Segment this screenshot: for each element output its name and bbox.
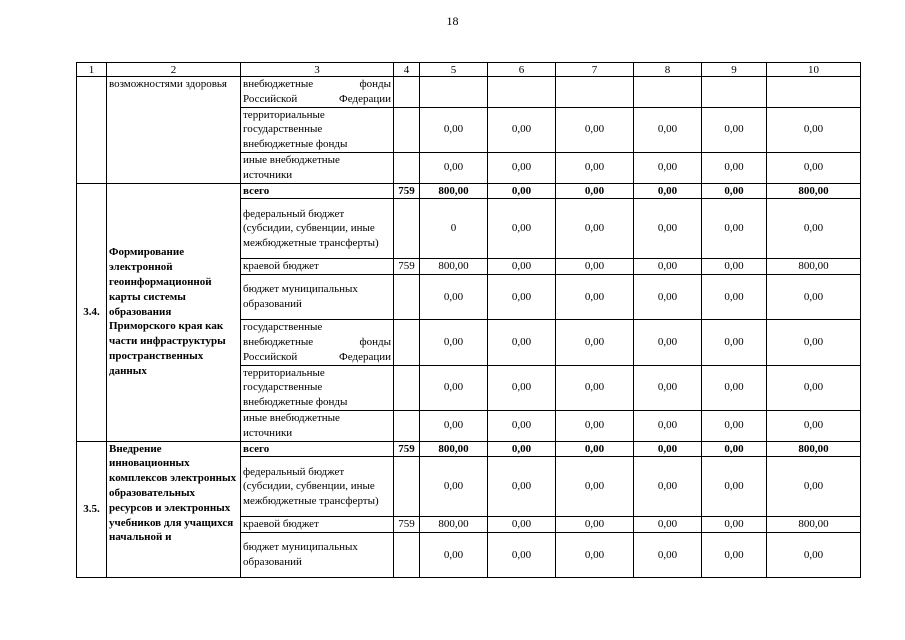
measure-name: Формирование электронной геоинформационной карты системы образования Приморского края как части инфраструктуры пространственных данных — [107, 183, 241, 441]
row-index — [77, 77, 107, 184]
budget-table — [76, 62, 861, 578]
amount-cell: 0,00 — [488, 320, 556, 365]
amount-cell — [556, 77, 634, 108]
amount-cell: 0,00 — [556, 199, 634, 259]
amount-cell: 0,00 — [420, 320, 488, 365]
funding-source: всего — [241, 441, 394, 457]
row-index: 3.5. — [77, 441, 107, 578]
column-header: 2 — [107, 63, 241, 77]
amount-cell: 0,00 — [767, 107, 861, 152]
amount-cell: 0,00 — [556, 183, 634, 199]
page-number: 18 — [446, 14, 459, 28]
amount-cell: 800,00 — [767, 517, 861, 533]
budget-code — [394, 275, 420, 320]
amount-cell: 0,00 — [767, 199, 861, 259]
funding-source: всего — [241, 183, 394, 199]
amount-cell: 0,00 — [702, 441, 767, 457]
budget-code — [394, 457, 420, 517]
funding-source: иные внебюджетные источники — [241, 410, 394, 441]
budget-code: 759 — [394, 183, 420, 199]
amount-cell: 0,00 — [488, 107, 556, 152]
column-header: 7 — [556, 63, 634, 77]
amount-cell: 0,00 — [702, 533, 767, 578]
measure-name: Внедрение инновационных комплексов электронных образовательных ресурсов и электронных учебников для учащихся начальной и — [107, 441, 241, 578]
column-header: 1 — [77, 63, 107, 77]
amount-cell: 0,00 — [556, 410, 634, 441]
column-header: 4 — [394, 63, 420, 77]
amount-cell: 0,00 — [702, 107, 767, 152]
amount-cell: 0,00 — [420, 152, 488, 183]
funding-source: иные внебюджетные источники — [241, 152, 394, 183]
amount-cell — [634, 77, 702, 108]
amount-cell: 0,00 — [634, 275, 702, 320]
funding-source: краевой бюджет — [241, 259, 394, 275]
amount-cell: 0,00 — [702, 320, 767, 365]
funding-source: бюджет муниципальных образований — [241, 275, 394, 320]
amount-cell: 0,00 — [634, 259, 702, 275]
amount-cell: 0,00 — [702, 457, 767, 517]
funding-source: бюджет муниципальных образований — [241, 533, 394, 578]
amount-cell: 0,00 — [634, 517, 702, 533]
amount-cell: 0,00 — [556, 533, 634, 578]
column-header: 8 — [634, 63, 702, 77]
amount-cell: 0,00 — [702, 152, 767, 183]
amount-cell: 0,00 — [767, 365, 861, 410]
column-header: 9 — [702, 63, 767, 77]
budget-code — [394, 152, 420, 183]
budget-code: 759 — [394, 517, 420, 533]
funding-source: внебюджетные фонды Российской Федерации — [241, 77, 394, 108]
budget-code — [394, 533, 420, 578]
budget-code — [394, 107, 420, 152]
amount-cell: 0,00 — [634, 107, 702, 152]
amount-cell: 0,00 — [634, 320, 702, 365]
amount-cell: 0,00 — [420, 365, 488, 410]
budget-code — [394, 199, 420, 259]
amount-cell — [488, 77, 556, 108]
amount-cell: 0,00 — [767, 410, 861, 441]
amount-cell: 0,00 — [556, 259, 634, 275]
budget-code — [394, 77, 420, 108]
amount-cell: 0,00 — [488, 183, 556, 199]
amount-cell: 0,00 — [634, 410, 702, 441]
amount-cell: 0,00 — [556, 365, 634, 410]
amount-cell: 0,00 — [702, 199, 767, 259]
column-header: 10 — [767, 63, 861, 77]
measure-name: возможностями здоровья — [107, 77, 241, 184]
column-header: 5 — [420, 63, 488, 77]
amount-cell: 800,00 — [767, 259, 861, 275]
amount-cell: 0,00 — [634, 183, 702, 199]
budget-code: 759 — [394, 259, 420, 275]
amount-cell — [767, 77, 861, 108]
table-row-total — [77, 441, 861, 457]
amount-cell: 0,00 — [767, 533, 861, 578]
amount-cell: 800,00 — [420, 183, 488, 199]
amount-cell: 0,00 — [767, 152, 861, 183]
budget-code: 759 — [394, 441, 420, 457]
amount-cell: 0,00 — [556, 457, 634, 517]
amount-cell: 0,00 — [420, 107, 488, 152]
amount-cell: 0,00 — [634, 152, 702, 183]
funding-source: федеральный бюджет (субсидии, субвенции, иные межбюджетные трансферты) — [241, 199, 394, 259]
amount-cell: 0,00 — [420, 533, 488, 578]
funding-source: территориальные государственные внебюджетные фонды — [241, 107, 394, 152]
budget-code — [394, 365, 420, 410]
amount-cell: 0,00 — [488, 441, 556, 457]
amount-cell: 0,00 — [767, 320, 861, 365]
amount-cell: 800,00 — [767, 183, 861, 199]
amount-cell: 800,00 — [767, 441, 861, 457]
amount-cell: 0,00 — [556, 107, 634, 152]
amount-cell: 0,00 — [420, 410, 488, 441]
funding-source: федеральный бюджет (субсидии, субвенции, иные межбюджетные трансферты) — [241, 457, 394, 517]
amount-cell: 0,00 — [702, 259, 767, 275]
amount-cell: 800,00 — [420, 517, 488, 533]
amount-cell: 0,00 — [488, 275, 556, 320]
column-header: 6 — [488, 63, 556, 77]
amount-cell: 0,00 — [702, 365, 767, 410]
column-number-row — [77, 63, 861, 77]
amount-cell: 0,00 — [488, 365, 556, 410]
amount-cell: 0,00 — [702, 183, 767, 199]
amount-cell: 0,00 — [556, 152, 634, 183]
amount-cell: 0,00 — [767, 457, 861, 517]
funding-source: краевой бюджет — [241, 517, 394, 533]
amount-cell: 0,00 — [420, 457, 488, 517]
amount-cell: 0,00 — [488, 410, 556, 441]
amount-cell — [420, 77, 488, 108]
amount-cell: 0,00 — [634, 365, 702, 410]
row-index: 3.4. — [77, 183, 107, 441]
amount-cell: 0,00 — [767, 275, 861, 320]
amount-cell: 0,00 — [488, 199, 556, 259]
budget-code — [394, 320, 420, 365]
amount-cell: 0,00 — [556, 517, 634, 533]
amount-cell: 0,00 — [488, 259, 556, 275]
amount-cell: 0,00 — [634, 441, 702, 457]
amount-cell — [702, 77, 767, 108]
amount-cell: 800,00 — [420, 441, 488, 457]
amount-cell: 0,00 — [634, 199, 702, 259]
table-row — [77, 77, 861, 108]
amount-cell: 0,00 — [556, 275, 634, 320]
amount-cell: 0,00 — [634, 457, 702, 517]
amount-cell: 0,00 — [702, 517, 767, 533]
funding-source: государственные внебюджетные фонды Российской Федерации — [241, 320, 394, 365]
amount-cell: 0,00 — [702, 275, 767, 320]
amount-cell: 0,00 — [488, 457, 556, 517]
table-row-total — [77, 183, 861, 199]
amount-cell: 0,00 — [702, 410, 767, 441]
amount-cell: 0,00 — [488, 533, 556, 578]
amount-cell: 0,00 — [488, 152, 556, 183]
amount-cell: 0,00 — [556, 320, 634, 365]
amount-cell: 0,00 — [488, 517, 556, 533]
amount-cell: 0,00 — [556, 441, 634, 457]
amount-cell: 0,00 — [634, 533, 702, 578]
funding-source: территориальные государственные внебюджетные фонды — [241, 365, 394, 410]
column-header: 3 — [241, 63, 394, 77]
amount-cell: 800,00 — [420, 259, 488, 275]
budget-code — [394, 410, 420, 441]
amount-cell: 0 — [420, 199, 488, 259]
amount-cell: 0,00 — [420, 275, 488, 320]
